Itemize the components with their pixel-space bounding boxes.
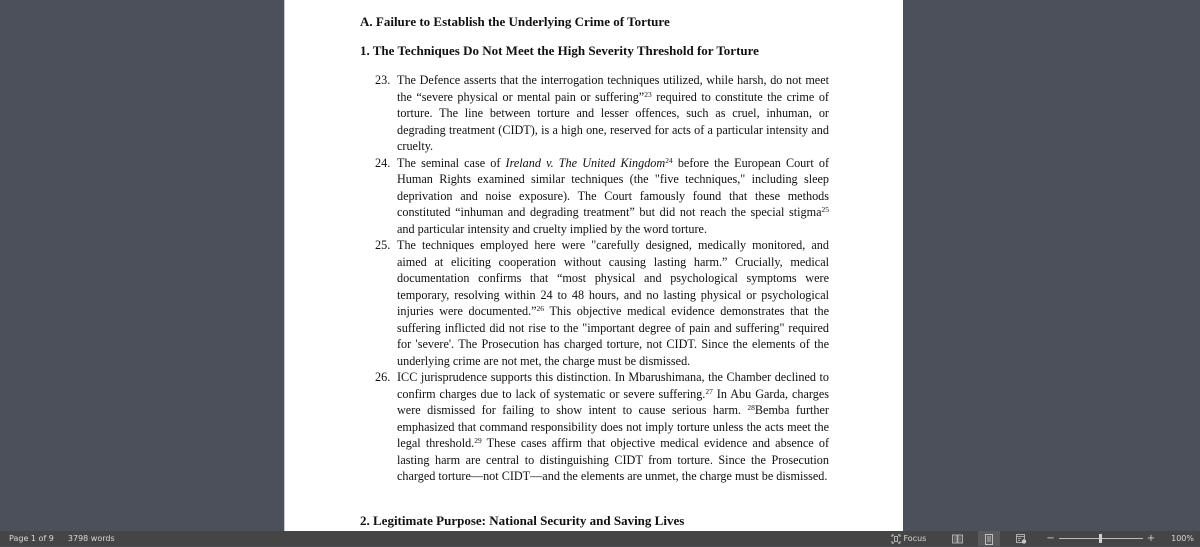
paragraph-text: ICC jurisprudence supports this distinction. In Mbarushimana, the Chamber declined to confirm charges due to lack of systematic or severe suffering.	[397, 370, 829, 401]
paragraph-text: In Abu Garda, charges were dismissed for failing to show intent to cause serious harm.	[397, 386, 829, 417]
paragraph-text: The techniques employed here were "carefully designed, medically monitored, and aimed at eliciting cooperation without causing lasting harm.” Crucially, medical documentation confirms that “most physical and psychological symptoms were temporary, resolving within 24 to 48 hours, and no lasting physical or psychological injuries were documented.”	[397, 238, 829, 318]
page-count[interactable]: Page 1 of 9	[9, 534, 54, 543]
paragraph-text: and particular intensity and cruelty implied by the word torture.	[397, 221, 708, 236]
print-layout-button[interactable]	[978, 531, 1000, 546]
paragraph-number: 24.	[375, 155, 391, 170]
footnote-reference[interactable]: 26	[536, 304, 545, 313]
focus-label: Focus	[903, 534, 927, 543]
numbered-paragraph	[375, 237, 829, 369]
footnote-reference[interactable]: 24	[665, 155, 673, 165]
numbered-paragraph	[375, 72, 829, 155]
paragraph-text: These cases affirm that objective medical evidence and absence of lasting harm are central to distinguishing CIDT from torture. Since the Prosecution charged torture—not CIDT—and the elements are unmet, the charge must be dismissed.	[397, 436, 830, 483]
web-layout-button[interactable]	[1010, 531, 1032, 546]
footnote-reference[interactable]: 29	[474, 436, 482, 445]
numbered-paragraphs	[375, 72, 829, 485]
web-page-icon	[1016, 534, 1026, 544]
zoom-out-button[interactable]: −	[1046, 533, 1055, 544]
footnote-reference[interactable]: 27	[705, 386, 713, 396]
footnote-reference[interactable]: 25	[821, 205, 829, 214]
paragraph-text: Bemba further emphasized that command responsibility does not imply torture unless the acts meet the legal threshold.	[397, 403, 829, 450]
subsection-heading-1: 1. The Techniques Do Not Meet the High Severity Threshold for Torture	[360, 43, 759, 58]
status-bar	[0, 531, 1200, 546]
document-page[interactable]	[284, 0, 903, 531]
zoom-slider[interactable]	[1059, 531, 1143, 546]
paragraph-text: The seminal case of	[397, 155, 506, 170]
paragraph-text: required to constitute the crime of torture. The line between torture and lesser offences, such as cruel, inhuman, or degrading treatment (CIDT), is a high one, reserved for acts of a particular intensity and cruelty.	[397, 89, 829, 153]
footnote-reference[interactable]: 23	[644, 89, 652, 99]
zoom-slider-thumb[interactable]	[1099, 534, 1102, 543]
paragraph-number: 25.	[375, 238, 391, 252]
book-icon	[952, 534, 962, 544]
numbered-paragraph	[375, 369, 829, 485]
paragraph-text: The Defence asserts that the interrogation techniques utilized, while harsh, do not meet the “severe physical or mental pain or suffering”	[397, 73, 829, 104]
zoom-in-button[interactable]: +	[1146, 533, 1156, 544]
paragraph-number: 23.	[375, 73, 391, 87]
read-mode-button[interactable]	[946, 531, 968, 546]
focus-button[interactable]	[891, 534, 926, 544]
zoom-level[interactable]: 100%	[1171, 534, 1194, 543]
paragraph-number: 26.	[375, 370, 391, 384]
numbered-paragraph	[375, 155, 829, 238]
focus-icon	[891, 534, 901, 544]
footnote-reference[interactable]: 28	[747, 403, 755, 412]
paragraph-text: before the European Court of Human Rights examined similar techniques (the "five techniques," including sleep deprivation and noise exposure). The Court famously found that these methods constituted “inhuman and degrading treatment” but did not reach the special stigma	[397, 155, 830, 219]
paragraph-text: This objective medical evidence demonstrates that the suffering inflicted did not rise to the "important degree of pain and suffering" required for 'severe'. The Prosecution has charged torture, not CIDT. Since the elements of the underlying crime are not met, the charge must be dismissed.	[397, 304, 829, 368]
case-citation: Ireland v. The United Kingdom	[505, 155, 666, 170]
subsection-heading-2: 2. Legitimate Purpose: National Security and Saving Lives	[360, 513, 685, 528]
word-count[interactable]: 3798 words	[67, 534, 115, 543]
page-icon	[984, 534, 994, 544]
section-heading-a: A. Failure to Establish the Underlying Crime of Torture	[360, 14, 670, 29]
